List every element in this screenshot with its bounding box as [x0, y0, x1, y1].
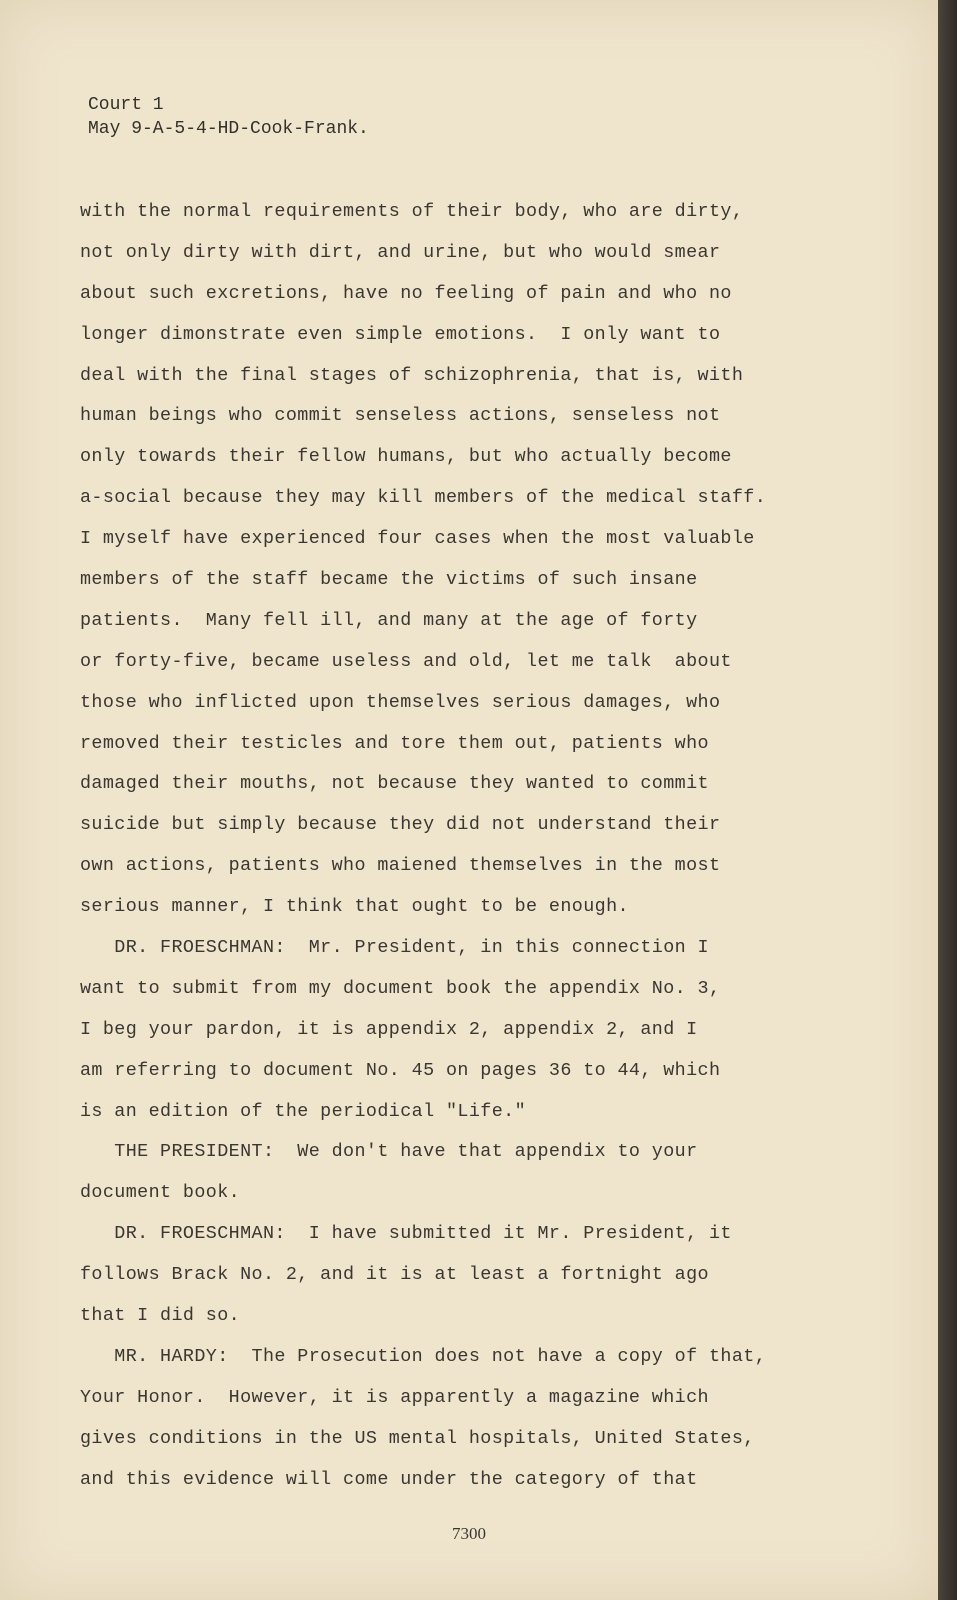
page-header — [88, 93, 369, 141]
transcript-line: only towards their fellow humans, but who actually become — [80, 446, 732, 468]
speaker-line: THE PRESIDENT: We don't have that appendix to your — [80, 1141, 698, 1163]
transcript-line: suicide but simply because they did not understand their — [80, 814, 721, 836]
transcript-line: those who inflicted upon themselves serious damages, who — [80, 691, 721, 713]
transcript-line: want to submit from my document book the appendix No. 3, — [80, 977, 721, 999]
transcript-line: serious manner, I think that ought to be enough. — [80, 896, 629, 918]
transcript-line: own actions, patients who maiened themselves in the most — [80, 855, 721, 877]
transcript-line: members of the staff became the victims of such insane — [80, 569, 698, 591]
transcript-line: or forty-five, became useless and old, let me talk about — [80, 650, 732, 672]
transcript-line: a-social because they may kill members of the medical staff. — [80, 487, 767, 509]
transcript-line: Your Honor. However, it is apparently a magazine which — [80, 1386, 709, 1408]
transcript-line: is an edition of the periodical "Life." — [80, 1100, 527, 1122]
transcript-line: with the normal requirements of their body, who are dirty, — [80, 201, 744, 222]
transcript-body — [80, 192, 820, 1501]
transcript-line: follows Brack No. 2, and it is at least a fortnight ago — [80, 1264, 709, 1286]
transcript-line: I beg your pardon, it is appendix 2, appendix 2, and I — [80, 1018, 698, 1040]
page-number: 7300 — [452, 1524, 486, 1543]
transcript-line: and this evidence will come under the category of that — [80, 1468, 698, 1490]
transcript-line: that I did so. — [80, 1305, 241, 1327]
speaker-line: DR. FROESCHMAN: I have submitted it Mr. President, it — [80, 1223, 732, 1245]
transcript-line: I myself have experienced four cases when the most valuable — [80, 528, 755, 550]
transcript-line: not only dirty with dirt, and urine, but who would smear — [80, 241, 721, 263]
session-code: May 9-A-5-4-HD-Cook-Frank. — [88, 119, 369, 139]
transcript-line: human beings who commit senseless actions, senseless not — [80, 405, 721, 427]
page-edge — [938, 0, 957, 1600]
transcript-line: removed their testicles and tore them out, patients who — [80, 732, 709, 754]
transcript-line: damaged their mouths, not because they wanted to commit — [80, 773, 709, 795]
transcript-line: longer dimonstrate even simple emotions. I only want to — [80, 323, 721, 345]
transcript-line: deal with the final stages of schizophrenia, that is, with — [80, 364, 744, 386]
transcript-line: am referring to document No. 45 on pages 36 to 44, which — [80, 1059, 721, 1081]
court-label: Court 1 — [88, 95, 164, 115]
transcript-line: gives conditions in the US mental hospitals, United States, — [80, 1427, 755, 1449]
transcript-line: about such excretions, have no feeling of pain and who no — [80, 282, 732, 304]
transcript-line: document book. — [80, 1182, 241, 1204]
speaker-line: MR. HARDY: The Prosecution does not have a copy of that, — [80, 1345, 767, 1367]
speaker-line: DR. FROESCHMAN: Mr. President, in this connection I — [80, 937, 709, 959]
transcript-line: patients. Many fell ill, and many at the age of forty — [80, 609, 698, 631]
